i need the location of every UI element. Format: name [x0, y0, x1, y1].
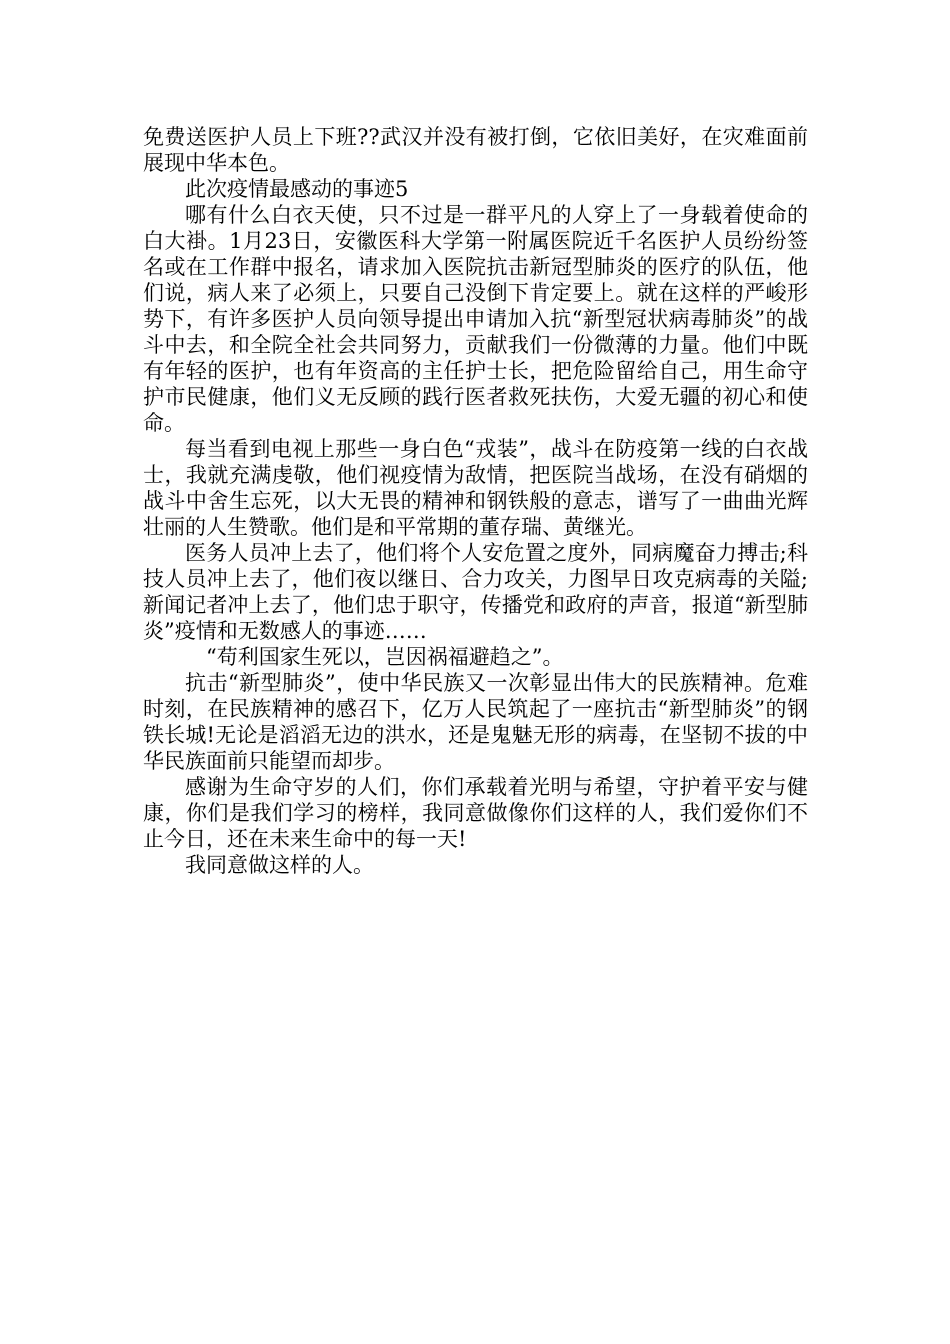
- paragraph: 抗击“新型肺炎”，使中华民族又一次彰显出伟大的民族精神。危难时刻，在民族精神的感召下，亿万人民筑起了一座抗击“新型肺炎”的钢铁长城!无论是滔滔无边的洪水，还是鬼魅无形的病毒，在坚韧不拔的中华民族面前只能望而却步。: [143, 671, 808, 773]
- paragraph: 医务人员冲上去了，他们将个人安危置之度外，同病魔奋力搏击;科技人员冲上去了，他们夜以继日、合力攻关，力图早日攻克病毒的关隘;新闻记者冲上去了，他们忠于职守，传播党和政府的声音，报道“新型肺炎”疫情和无数感人的事迹……: [143, 541, 808, 643]
- section-heading: 此次疫情最感动的事迹5: [185, 177, 409, 201]
- paragraph: 哪有什么白衣天使，只不过是一群平凡的人穿上了一身载着使命的白大褂。1月23日，安徽医科大学第一附属医院近千名医护人员纷纷签名或在工作群中报名，请求加入医院抗击新冠型肺炎的医疗的队伍，他们说，病人来了必须上，只要自己没倒下肯定要上。就在这样的严峻形势下，有许多医护人员向领导提出申请加入抗“新型冠状病毒肺炎”的战斗中去，和全院全社会共同努力，贡献我们一份微薄的力量。他们中既有年轻的医护，也有年资高的主任护士长，把危险留给自己，用生命守护市民健康，他们义无反顾的践行医者救死扶伤，大爱无疆的初心和使命。: [143, 203, 808, 435]
- document-body: [143, 124, 808, 878]
- paragraph: 每当看到电视上那些一身白色“戎装”，战斗在防疫第一线的白衣战士，我就充满虔敬，他们视疫情为敌情，把医院当战场，在没有硝烟的战斗中舍生忘死，以大无畏的精神和钢铁般的意志，谱写了一曲曲光辉壮丽的人生赞歌。他们是和平常期的董存瑞、黄继光。: [143, 437, 808, 539]
- quote-line: “苟利国家生死以，岂因祸福避趋之”。: [206, 645, 564, 669]
- closing-line: 我同意做这样的人。: [185, 853, 374, 877]
- paragraph: 感谢为生命守岁的人们，你们承载着光明与希望，守护着平安与健康，你们是我们学习的榜样，我同意做像你们这样的人，我们爱你们不止今日，还在未来生命中的每一天!: [143, 775, 808, 851]
- paragraph-continuation: 免费送医护人员上下班??武汉并没有被打倒，它依旧美好，在灾难面前展现中华本色。: [143, 125, 808, 175]
